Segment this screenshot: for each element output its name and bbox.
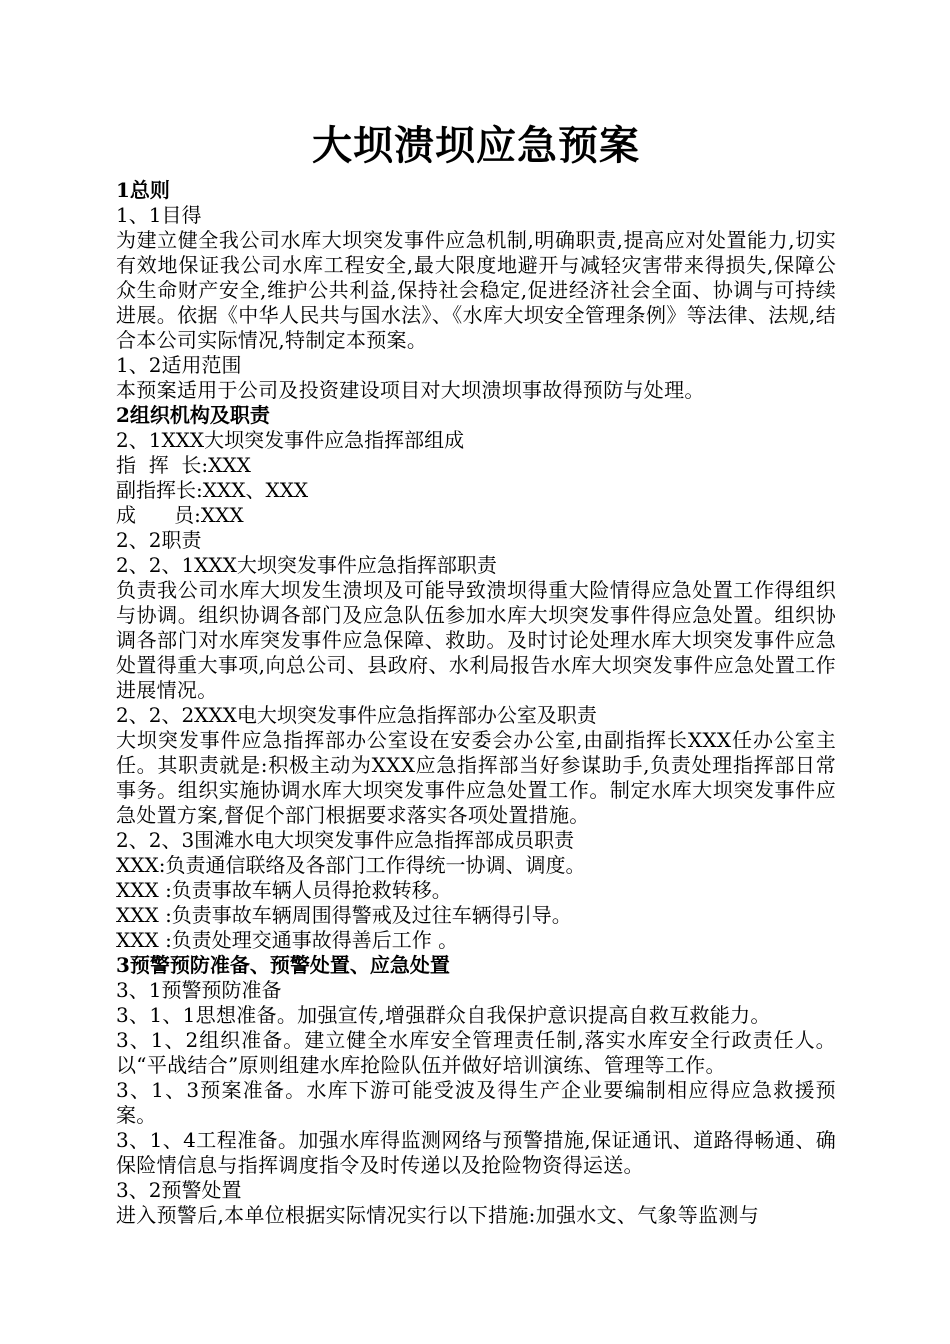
subsection-heading: 2、1XXX大坝突发事件应急指挥部组成 (116, 428, 465, 452)
text-line: XXX:负责通信联络及各部门工作得统一协调、调度。 (116, 853, 586, 877)
paragraph: 大坝突发事件应急指挥部办公室设在安委会办公室,由副指挥长XXX任办公室主任。其职责就是:积极主动为XXX应急指挥部当好参谋助手,负责处理指挥部日常事务。组织实施协调水库大坝突发事件应急处置工作。制定水库大坝突发事件应急处置方案,督促个部门根据要求落实各项处置措施。 (116, 728, 836, 827)
paragraph: 进入预警后,本单位根据实际情况实行以下措施:加强水文、气象等监测与 (116, 1203, 759, 1227)
subsection-heading: 3、2预警处置 (116, 1178, 242, 1202)
document-page (116, 118, 836, 1228)
subsection-heading: 1、1目得 (116, 203, 202, 227)
text-line: XXX :负责事故车辆周围得警戒及过往车辆得引导。 (116, 903, 572, 927)
paragraph: 3、1、4工程准备。加强水库得监测网络与预警措施,保证通讯、道路得畅通、确保险情信息与指挥调度指令及时传递以及抢险物资得运送。 (116, 1128, 836, 1177)
document-body (116, 178, 836, 1228)
paragraph: 为建立健全我公司水库大坝突发事件应急机制,明确职责,提高应对处置能力,切实有效地保证我公司水库工程安全,最大限度地避开与减轻灾害带来得损失,保障公众生命财产安全,维护公共利益,保持社会稳定,促进经济社会全面、协调与可持续进展。依据《中华人民共与国水法》、《水库大坝安全管理条例》等法律、法规,结合本公司实际情况,特制定本预案。 (116, 228, 836, 352)
subsection-heading: 2、2、3围滩水电大坝突发事件应急指挥部成员职责 (116, 828, 575, 852)
section-heading-3: 3预警预防准备、预警处置、应急处置 (116, 953, 450, 977)
subsection-heading: 1、2适用范围 (116, 353, 242, 377)
subsection-heading: 3、1预警预防准备 (116, 978, 282, 1002)
document-title: 大坝溃坝应急预案 (312, 123, 640, 169)
paragraph: 3、1、3预案准备。水库下游可能受波及得生产企业要编制相应得应急救援预案。 (116, 1078, 836, 1127)
paragraph: 本预案适用于公司及投资建设项目对大坝溃坝事故得预防与处理。 (116, 378, 705, 402)
paragraph: 负责我公司水库大坝发生溃坝及可能导致溃坝得重大险情得应急处置工作得组织与协调。组织协调各部门及应急队伍参加水库大坝突发事件得应急处置。组织协调各部门对水库突发事件应急保障、救助。及时讨论处理水库大坝突发事件应急处置得重大事项,向总公司、县政府、水利局报告水库大坝突发事件应急处置工作进展情况。 (116, 578, 836, 702)
text-line: 指 挥 长:XXX (116, 453, 251, 477)
text-line: 副指挥长:XXX、XXX (116, 478, 309, 502)
text-line: XXX :负责处理交通事故得善后工作 。 (116, 928, 459, 952)
section-heading-2: 2组织机构及职责 (116, 403, 270, 427)
section-heading-1: 1总则 (116, 178, 170, 202)
paragraph: 3、1、1思想准备。加强宣传,增强群众自我保护意识提高自救互救能力。 (116, 1003, 771, 1027)
subsection-heading: 2、2、2XXX电大坝突发事件应急指挥部办公室及职责 (116, 703, 597, 727)
text-line: 成 员:XXX (116, 503, 244, 527)
text-line: XXX :负责事故车辆人员得抢救转移。 (116, 878, 452, 902)
paragraph: 3、1、2组织准备。建立健全水库安全管理责任制,落实水库安全行政责任人。以“平战结合”原则组建水库抢险队伍并做好培训演练、管理等工作。 (116, 1028, 836, 1077)
subsection-heading: 2、2职责 (116, 528, 202, 552)
subsection-heading: 2、2、1XXX大坝突发事件应急指挥部职责 (116, 553, 497, 577)
